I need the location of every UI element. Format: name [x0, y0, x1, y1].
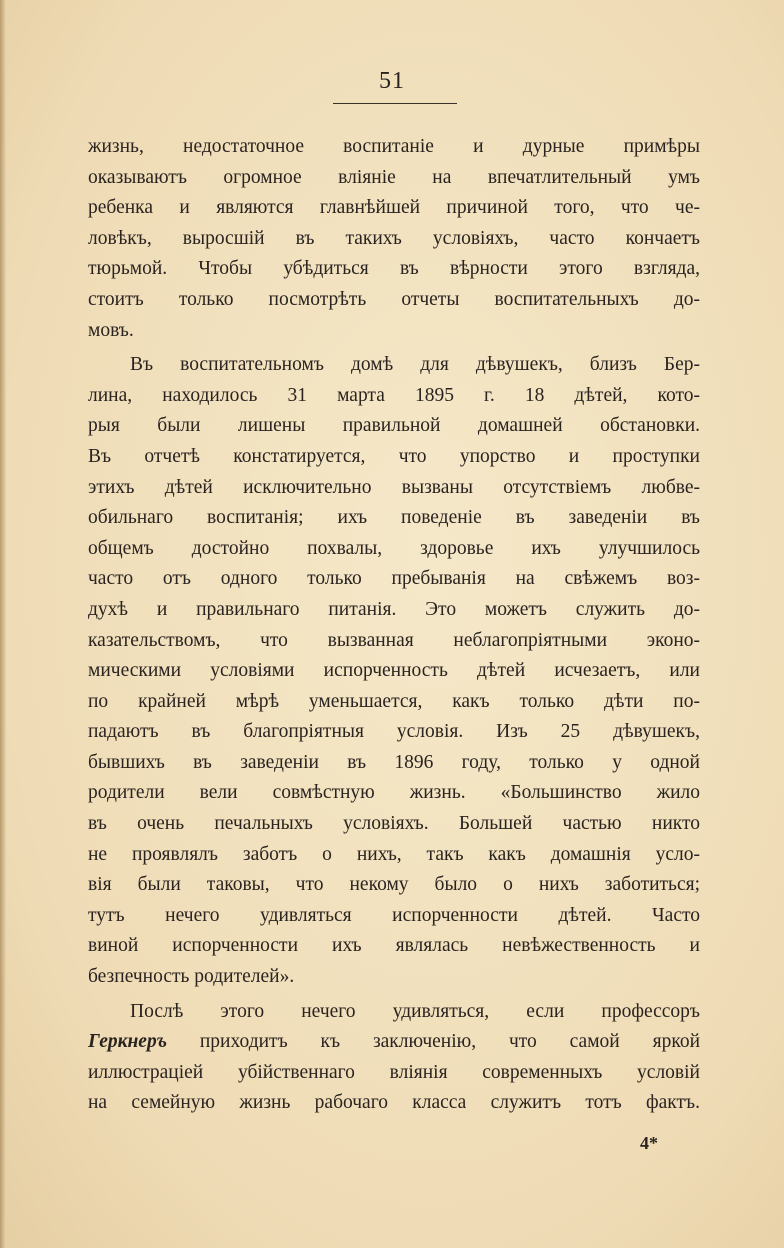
text-line: по крайней мѣрѣ уменьшается, какъ только дѣти по- [88, 690, 700, 712]
text-line: ребенка и являются главнѣйшей причиной того, что че- [88, 197, 700, 219]
text-line: иллюстраціей убійственнаго вліянія современныхъ условій [88, 1061, 700, 1083]
text-line: казательствомъ, что вызванная неблагопріятными эконо- [88, 629, 700, 651]
text-line: виной испорченности ихъ являлась невѣжественность и [88, 935, 700, 957]
text-line-with-italic: Геркнеръ приходитъ къ заключенію, что самой яркой [88, 1031, 700, 1053]
text-line: мическими условіями испорченность дѣтей исчезаетъ, или [88, 660, 700, 682]
text-line: въ очень печальныхъ условіяхъ. Большей частью никто [88, 813, 700, 835]
signature-mark: 4* [640, 1133, 658, 1153]
text-line: обильнаго воспитанія; ихъ поведеніе въ заведеніи въ [88, 507, 700, 529]
text-line: не проявлялъ заботъ о нихъ, такъ какъ домашнія усло- [88, 843, 700, 865]
paragraph-1 [88, 132, 700, 346]
text-line: на семейную жизнь рабочаго класса служитъ тотъ фактъ. [88, 1092, 700, 1114]
paragraph-3 [88, 997, 700, 1119]
author-name-italic: Геркнеръ [88, 1031, 167, 1053]
text-line: рыя были лишены правильной домашней обстановки. [88, 415, 700, 437]
text-line: Послѣ этого нечего удивляться, если профессоръ [130, 1000, 700, 1022]
text-line: безпечность родителей». [88, 966, 295, 988]
text-line: стоитъ только посмотрѣть отчеты воспитательныхъ до- [88, 288, 700, 310]
page-binding-edge [0, 0, 6, 1248]
text-line: жизнь, недостаточное воспитаніе и дурные примѣры [88, 136, 700, 157]
text-line: родители вели совмѣстную жизнь. «Большинство жило [88, 782, 700, 804]
text-line: падаютъ въ благопріятныя условія. Изъ 25 дѣвушекъ, [88, 721, 700, 743]
text-line: оказываютъ огромное вліяніе на впечатлительный умъ [88, 166, 700, 188]
text-line: Въ отчетѣ констатируется, что упорство и проступки [88, 445, 700, 467]
text-line: духѣ и правильнаго питанія. Это можетъ служить до- [88, 598, 700, 620]
text-line: этихъ дѣтей исключительно вызваны отсутствіемъ любве- [88, 476, 700, 498]
text-line: вія были таковы, что некому было о нихъ заботиться; [88, 874, 700, 896]
text-line: тутъ нечего удивляться испорченности дѣтей. Часто [88, 904, 700, 926]
text-line: Въ воспитательномъ домѣ для дѣвушекъ, близъ Бер- [130, 354, 700, 376]
text-line: часто отъ одного только пребыванія на свѣжемъ воз- [88, 568, 700, 590]
text-line: бывшихъ въ заведеніи въ 1896 году, только у одной [88, 751, 700, 773]
header-rule [333, 103, 457, 104]
text-line: тюрьмой. Чтобы убѣдиться въ вѣрности этого взгляда, [88, 258, 700, 280]
text-line: мовъ. [88, 319, 134, 341]
body-text [88, 132, 700, 1119]
text-line: общемъ достойно похвалы, здоровье ихъ улучшилось [88, 537, 700, 559]
text-line: ловѣкъ, выросшій въ такихъ условіяхъ, часто кончаетъ [88, 227, 700, 249]
text-line: лина, находилось 31 марта 1895 г. 18 дѣтей, кото- [88, 384, 700, 406]
paragraph-2 [88, 350, 700, 992]
page-number: 51 [379, 68, 405, 94]
